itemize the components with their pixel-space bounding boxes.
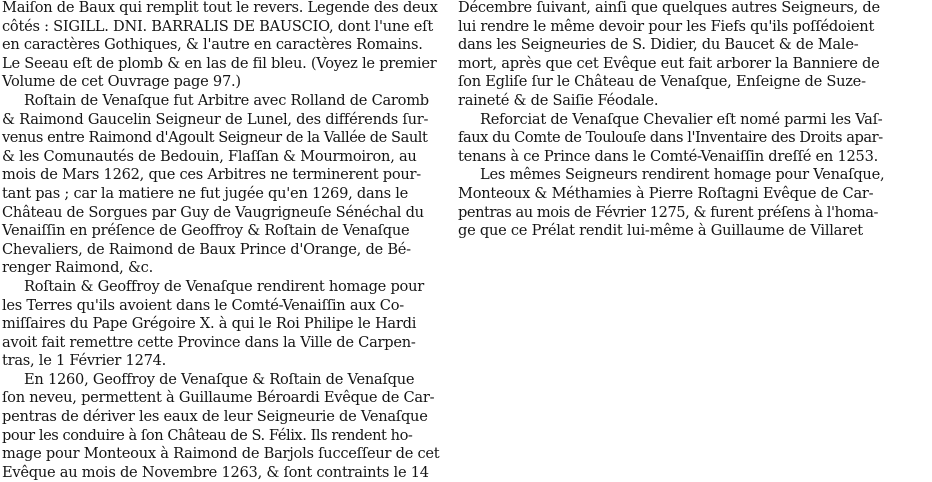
text-line: lui rendre le même devoir pour les Fiefs qu'ils poſſédoient [458,17,875,35]
text-line: en caractères Gothiques, & l'autre en caractères Romains. [2,36,423,54]
text-line: & les Comunautés de Bedouin, Flaſſan & Mourmoiron, au [2,147,417,165]
left-text-column [2,0,444,482]
text-line: côtés : SIGILL. DNI. BARRALIS DE BAUSCIO, dont l'une eſt [2,17,433,35]
text-line: Décembre ſuivant, ainſi que quelques autres Seigneurs, de [458,0,880,16]
text-line: renger Raimond, &c. [2,259,153,277]
text-line: faux du Comte de Toulouſe dans l'Inventaire des Droits apar- [458,129,883,147]
text-line: mage pour Monteoux à Raimond de Barjols ſucceſſeur de cet [2,445,440,463]
text-line: tant pas ; car la matiere ne fut jugée qu'en 1269, dans le [2,184,409,202]
text-line: Roſtain & Geoffroy de Venaſque rendirent homage pour [24,277,424,295]
text-line: Monteoux & Méthamies à Pierre Roſtagni Evêque de Car- [458,184,874,202]
text-line: Château de Sorgues par Guy de Vaugrigneuſe Sénéchal du [2,203,424,221]
text-line: dans les Seigneuries de S. Didier, du Baucet & de Male- [458,36,859,54]
text-line: Le Seeau eſt de plomb & en las de fil bleu. (Voyez le premier [2,54,437,72]
text-line: Reforciat de Venaſque Chevalier eſt nomé parmi les Vaſ- [480,110,883,128]
text-line: Evêque au mois de Novembre 1263, & ſont contraints le 14 [2,463,429,481]
text-line: miſſaires du Pape Grégoire X. à qui le Roi Philipe le Hardi [2,315,417,333]
text-line: ſon neveu, permettent à Guillaume Béroardi Evêque de Car- [2,389,435,407]
text-line: Les mêmes Seigneurs rendirent homage pour Venaſque, [480,166,885,184]
text-line: mois de Mars 1262, que ces Arbitres ne terminerent pour- [2,166,421,184]
text-line: Roſtain de Venaſque fut Arbitre avec Rolland de Caromb [24,91,429,109]
text-line: pentras de dériver les eaux de leur Seigneurie de Venaſque [2,408,428,426]
text-line: mort, après que cet Evêque eut fait arborer la Banniere de [458,54,880,72]
text-line: Chevaliers, de Raimond de Baux Prince d'Orange, de Bé- [2,240,411,258]
text-line: pour les conduire à ſon Château de S. Félix. Ils rendent ho- [2,426,413,444]
text-line: Maiſon de Baux qui remplit tout le revers. Legende des deux [2,0,438,16]
text-line: ſon Egliſe ſur le Château de Venaſque, Enſeigne de Suze- [458,73,866,91]
text-line: les Terres qu'ils avoient dans le Comté-Venaiſſin aux Co- [2,296,404,314]
text-line: pentras au mois de Février 1275, & furent préſens à l'homa- [458,203,878,221]
text-line: ge que ce Prélat rendit lui-même à Guillaume de Villaret [458,222,863,240]
text-line: raineté & de Saiſie Féodale. [458,91,659,109]
text-line: venus entre Raimond d'Agoult Seigneur de la Vallée de Sault [2,129,428,147]
text-line: avoit fait remettre cette Province dans la Ville de Carpen- [2,333,416,351]
text-line: tras, le 1 Février 1274. [2,352,167,370]
text-line: En 1260, Geoffroy de Venaſque & Roſtain de Venaſque [24,370,415,388]
text-line: Venaiſſin en préſence de Geoffroy & Roſtain de Venaſque [2,222,410,240]
text-line: tenans à ce Prince dans le Comté-Venaiſſin dreſſé en 1253. [458,147,878,165]
right-text-column [458,0,926,241]
text-line: & Raimond Gaucelin Seigneur de Lunel, des différends ſur- [2,110,429,128]
text-line: Volume de cet Ouvrage page 97.) [2,73,241,91]
